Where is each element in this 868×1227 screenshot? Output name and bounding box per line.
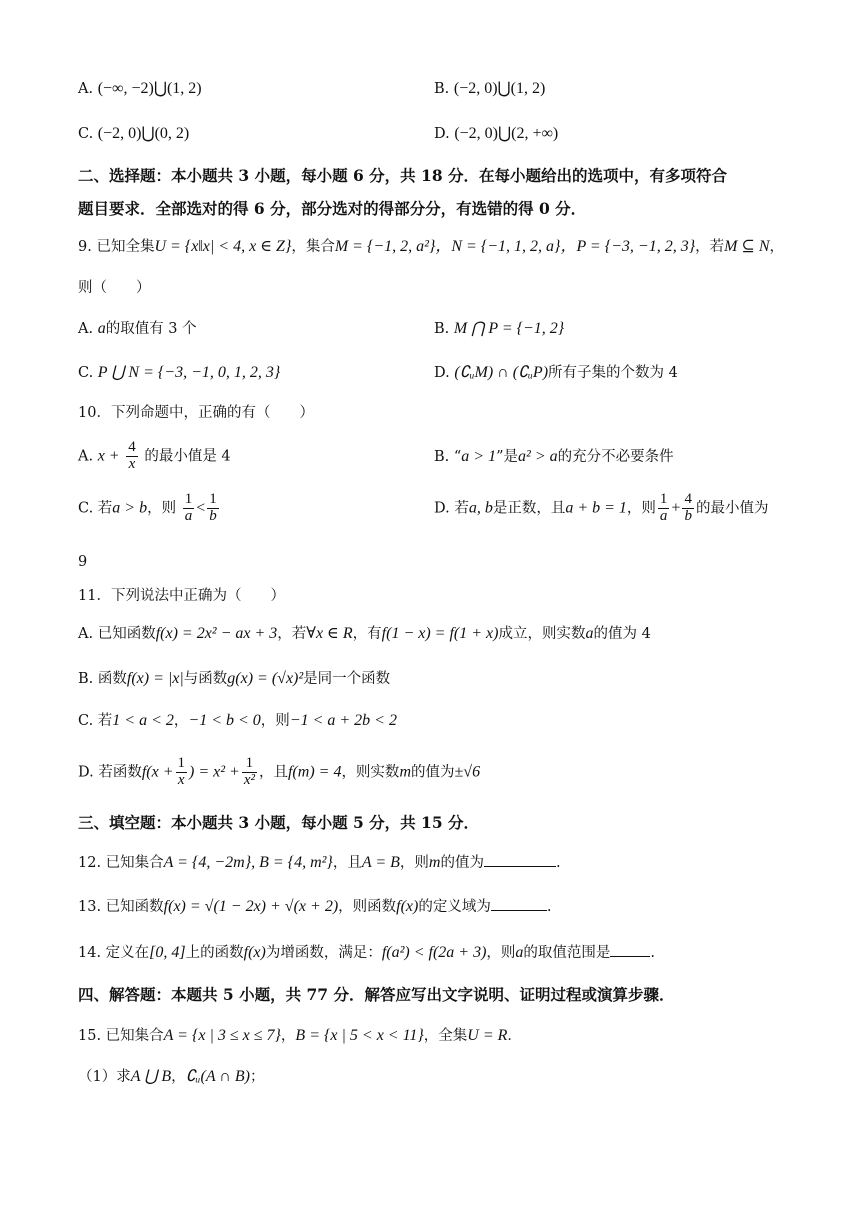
option-text: 的值为 xyxy=(411,764,455,781)
stem-text: ，全集 xyxy=(423,1028,468,1044)
q11-option-b xyxy=(78,668,390,690)
option-text: 若 xyxy=(97,713,113,729)
option-text: ，则 xyxy=(626,500,656,517)
option-math: f(x + xyxy=(141,763,174,781)
option-math: M ⋂ P = {−1, 2} xyxy=(453,320,565,337)
q11-option-d xyxy=(78,756,480,789)
stem-math: a xyxy=(515,944,524,961)
fraction xyxy=(242,756,257,789)
q13-stem xyxy=(78,896,551,918)
option-math: (−2, 0)⋃(1, 2) xyxy=(453,80,546,97)
q8-option-d xyxy=(434,123,558,145)
stem-text: 的定义域为 xyxy=(418,899,491,915)
question-number: 9. xyxy=(78,239,92,255)
option-math: ∀x ∈ R xyxy=(306,625,353,642)
option-label: B. xyxy=(434,81,450,97)
numerator: 4 xyxy=(684,491,692,507)
option-label: A. xyxy=(78,321,94,337)
option-label: D. xyxy=(78,764,94,781)
answer-blank[interactable] xyxy=(610,942,650,957)
option-text: ， xyxy=(173,713,189,729)
option-text: ，则实数 xyxy=(341,764,400,781)
option-label: C. xyxy=(78,500,94,517)
stem-text: ，集合 xyxy=(291,239,335,255)
option-math: −1 < b < 0 xyxy=(188,712,261,729)
q9-option-a xyxy=(78,318,197,340)
option-label: D. xyxy=(434,365,450,381)
denominator: a xyxy=(184,507,193,524)
numerator: 4 xyxy=(128,439,136,455)
option-label: A. xyxy=(78,626,94,642)
option-math: m xyxy=(399,763,411,781)
option-math: f(x) = 2x² − ax + 3 xyxy=(155,625,278,642)
q11-option-a xyxy=(78,623,651,645)
q15-stem xyxy=(78,1025,522,1047)
option-text: 函数 xyxy=(97,671,127,687)
stem-math: [0, 4] xyxy=(149,944,186,961)
numerator: 1 xyxy=(177,755,185,771)
option-math: ) = x² + xyxy=(189,763,240,781)
stem-math: U = {x‖x| < 4, x ∈ Z} xyxy=(154,238,292,255)
q8-option-a xyxy=(78,78,202,100)
option-label: B. xyxy=(434,449,450,465)
q9-stem xyxy=(78,236,784,258)
q10-option-c xyxy=(78,492,221,525)
option-text: ，则 xyxy=(147,500,177,517)
denominator: b xyxy=(209,507,217,524)
fraction xyxy=(682,492,694,525)
stem-text: ， xyxy=(769,239,785,255)
stem-text: 已知函数 xyxy=(105,899,164,915)
stem-text: . xyxy=(650,945,656,961)
q10-option-d-continued: 9 xyxy=(78,554,88,570)
question-number: 12. xyxy=(78,855,102,871)
option-math: a > b xyxy=(112,499,148,517)
stem-math: ，P = {−3, −1, 2, 3} xyxy=(560,238,696,255)
stem-text: 已知集合 xyxy=(105,855,164,871)
stem-math: A = {x | 3 ≤ x ≤ 7} xyxy=(163,1027,281,1044)
section2-header-line1: 二、选择题：本小题共 3 小题，每小题 6 分，共 18 分．在每小题给出的选项中，有多项符合 xyxy=(78,166,728,185)
option-label: C. xyxy=(78,713,94,729)
numerator: 1 xyxy=(209,491,217,507)
option-label: C. xyxy=(78,365,94,381)
q15-part1 xyxy=(78,1066,264,1088)
part-label: （1）求 xyxy=(78,1069,131,1085)
fraction xyxy=(126,440,138,473)
option-text: 的值为 4 xyxy=(593,626,651,642)
numerator: 1 xyxy=(659,491,668,507)
stem-math: f(a²) < f(2a + 3) xyxy=(381,944,487,961)
stem-math: f(x) = √(1 − 2x) + √(x + 2) xyxy=(163,898,339,915)
stem-math: U = R xyxy=(467,1027,508,1044)
option-math: a xyxy=(585,625,594,642)
option-math: P ⋃ N = {−3, −1, 0, 1, 2, 3} xyxy=(97,364,281,381)
stem-math: M = {−1, 2, a²} xyxy=(334,238,436,255)
option-text: 若函数 xyxy=(98,764,142,781)
stem-math: M ⊆ N xyxy=(724,238,770,255)
q10-option-a xyxy=(78,440,231,473)
option-text: ，有 xyxy=(352,626,382,642)
option-math: (−∞, −2)⋃(1, 2) xyxy=(97,80,202,97)
stem-text: 的取值范围是 xyxy=(523,945,611,961)
option-text: ”是 xyxy=(496,449,519,465)
option-math: −1 < a + 2b < 2 xyxy=(289,712,397,729)
stem-text: 为增函数，满足： xyxy=(265,945,382,961)
option-math: f(x) = |x| xyxy=(126,670,184,687)
stem-text: 已知全集 xyxy=(96,239,155,255)
part-math: A ⋃ B xyxy=(130,1068,172,1085)
option-text: 若 xyxy=(454,500,469,517)
option-text: 的充分不必要条件 xyxy=(557,449,674,465)
section3-header: 三、填空题：本小题共 3 小题，每小题 5 分，共 15 分． xyxy=(78,813,480,832)
q8-option-b xyxy=(434,78,545,100)
option-label: C. xyxy=(78,126,94,142)
stem-text: ，且 xyxy=(332,855,362,871)
option-math: + xyxy=(671,499,681,517)
stem-text: . xyxy=(546,899,552,915)
section2-header-line2: 题目要求．全部选对的得 6 分，部分选对的得部分分，有选错的得 0 分． xyxy=(78,199,587,218)
q11-stem: 11．下列说法中正确为（ ） xyxy=(78,588,285,604)
stem-math: A = B xyxy=(361,854,400,871)
part-math: ∁ᵤ(A ∩ B) xyxy=(185,1068,250,1085)
stem-text: 上的函数 xyxy=(185,945,244,961)
denominator: x xyxy=(128,455,136,472)
section4-header: 四、解答题：本题共 5 小题，共 77 分．解答应写出文字说明、证明过程或演算步骤． xyxy=(78,985,675,1004)
q8-option-c xyxy=(78,123,189,145)
fraction xyxy=(207,492,219,525)
option-math: a² > a xyxy=(518,448,558,465)
option-text: 是正数，且 xyxy=(492,500,566,517)
q9-option-c xyxy=(78,362,280,384)
stem-math: f(x) xyxy=(243,944,266,961)
q9-stem-continued: 则（ ） xyxy=(78,280,151,296)
q12-stem xyxy=(78,852,561,874)
q11-option-c xyxy=(78,710,397,732)
option-math: (∁ᵤM) ∩ (∁ᵤP) xyxy=(454,364,549,381)
option-math: x + xyxy=(97,447,120,465)
stem-text: 定义在 xyxy=(105,945,150,961)
fraction xyxy=(183,492,195,525)
stem-text: 已知集合 xyxy=(105,1028,164,1044)
option-math: f(1 − x) = f(1 + x) xyxy=(381,625,499,642)
q10-option-d xyxy=(434,492,768,525)
option-text: 的最小值是 4 xyxy=(144,448,231,465)
stem-text: 的值为 xyxy=(440,855,484,871)
denominator: b xyxy=(684,507,692,524)
stem-math: B = {x | 5 < x < 11} xyxy=(295,1027,424,1044)
option-text: 所有子集的个数为 4 xyxy=(548,365,678,381)
option-math: (−2, 0)⋃(2, +∞) xyxy=(454,125,559,142)
option-text: 与函数 xyxy=(183,671,228,687)
stem-text: ，则函数 xyxy=(338,899,397,915)
option-text: ，则 xyxy=(260,713,290,729)
denominator: a xyxy=(659,507,668,524)
fraction xyxy=(176,756,188,789)
option-text: 已知函数 xyxy=(97,626,156,642)
numerator: 1 xyxy=(242,756,257,773)
answer-blank[interactable] xyxy=(491,896,547,911)
q14-stem xyxy=(78,942,655,964)
q9-option-d xyxy=(434,362,678,384)
option-math: a + b = 1 xyxy=(565,499,627,517)
option-math: f(m) = 4 xyxy=(287,763,342,781)
option-math: a, b xyxy=(468,499,493,517)
option-text: “ xyxy=(453,449,462,465)
stem-text: ，则 xyxy=(399,855,429,871)
stem-text: ，则 xyxy=(486,945,516,961)
stem-text: ， xyxy=(280,1028,296,1044)
option-label: B. xyxy=(78,671,94,687)
option-label: A. xyxy=(78,448,94,465)
q10-stem: 10．下列命题中，正确的有（ ） xyxy=(78,405,314,421)
option-math: ±√6 xyxy=(454,763,481,781)
option-math: (−2, 0)⋃(0, 2) xyxy=(97,125,190,142)
option-label: B. xyxy=(434,321,450,337)
denominator: x² xyxy=(243,771,255,788)
stem-text: . xyxy=(555,855,561,871)
question-number: 14. xyxy=(78,945,102,961)
stem-math: ，N = {−1, 1, 2, a} xyxy=(435,238,561,255)
option-text: 的最小值为 xyxy=(695,500,769,517)
question-number: 15. xyxy=(78,1028,102,1044)
q10-option-b xyxy=(434,446,674,468)
q9-option-b xyxy=(434,318,564,340)
stem-math: A = {4, −2m}, B = {4, m²} xyxy=(163,854,333,871)
option-text: ，若 xyxy=(277,626,307,642)
option-label: D. xyxy=(434,126,450,142)
part-text: ； xyxy=(249,1069,265,1085)
stem-text: ，若 xyxy=(695,239,725,255)
numerator: 1 xyxy=(184,491,193,507)
stem-math: f(x) xyxy=(396,898,419,915)
option-math: 1 < a < 2 xyxy=(112,712,174,729)
option-math: < xyxy=(196,499,206,517)
option-math: g(x) = (√x)² xyxy=(227,670,304,687)
option-math: a > 1 xyxy=(461,448,497,465)
fraction xyxy=(658,492,670,525)
stem-text: ． xyxy=(507,1028,522,1044)
option-text: 若 xyxy=(97,500,113,517)
option-text: 是同一个函数 xyxy=(303,671,391,687)
denominator: x xyxy=(177,771,185,788)
option-label: D. xyxy=(434,500,450,517)
option-text: ，且 xyxy=(258,764,288,781)
option-text: 成立，则实数 xyxy=(498,626,586,642)
option-label: A. xyxy=(78,81,94,97)
part-text: ， xyxy=(171,1069,186,1085)
stem-math: m xyxy=(428,854,441,871)
option-text: 的取值有 3 个 xyxy=(105,321,197,337)
option-math: a xyxy=(97,320,106,337)
question-number: 13. xyxy=(78,899,102,915)
answer-blank[interactable] xyxy=(484,852,556,867)
